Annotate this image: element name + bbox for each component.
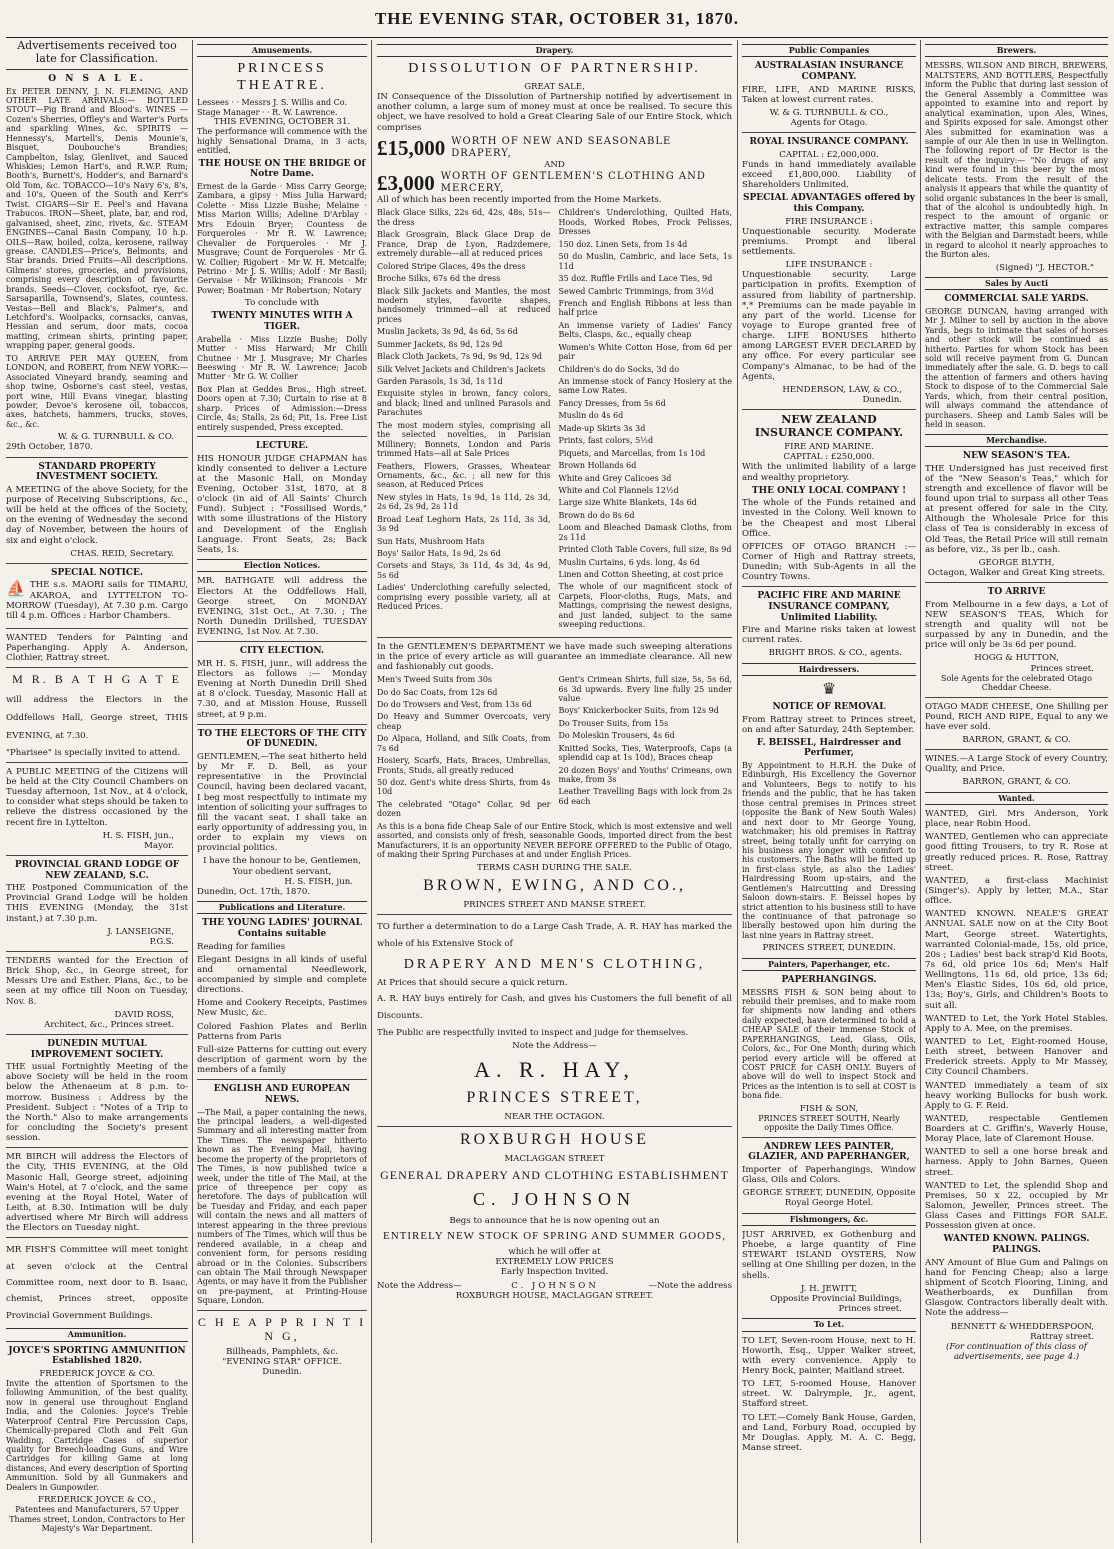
drapery-items-right <box>559 208 733 632</box>
nz-sub: FIRE AND MARINE. <box>784 442 874 453</box>
princess-lessees: Lessees · · Messrs J. S. Willis and Co. Stage Manager · · R. W. Lawrence. <box>197 98 347 117</box>
divider <box>377 1126 732 1127</box>
divider <box>377 637 732 638</box>
paperhangings-address: PRINCES STREET SOUTH, Nearly opposite the Daily Times Office. <box>758 1113 900 1133</box>
jewitt-body: JUST ARRIVED, ex Gothenburg and Phoebe, a large quantity of Fine STEWART ISLAND OYSTERS, Now selling at One Shilling per dozen, in the shells. <box>742 1230 916 1281</box>
section-brewers: Brewers. <box>925 44 1108 57</box>
drapery-item: Large size White Blankets, 14s 6d <box>558 498 697 508</box>
lecture-title: LECTURE. <box>255 441 309 451</box>
hay-name: A. R. HAY, <box>474 1057 635 1083</box>
public-meeting-role: Mayor. <box>144 840 174 851</box>
gents-item: Do Heavy and Summer Overcoats, very cheap <box>377 712 551 731</box>
journal-item: Home and Cookery Receipts, Pastimes New Music, &c. <box>197 998 367 1019</box>
drapery-item: Women's White Cotton Hose, from 6d per pair <box>558 342 732 362</box>
standard-title: STANDARD PROPERTY INVESTMENT SOCIETY. <box>35 461 159 483</box>
johnson-name: C. JOHNSON <box>472 1188 637 1209</box>
divider <box>6 457 188 458</box>
arrive-body: TO ARRIVE PER MAY QUEEN, from LONDON, and ROBERT, from NEW YORK:— Associated Vineyard brandy, seaming and shop twine, Osborne's cast steel, vestas, port wine, Hill Evans vinegar, blasting powder, Devoe's kerosene oil, tobaccos, axes, hatchets, hammers, trucks, stoves, &c., &c. <box>6 353 188 429</box>
general-drapery-title: GENERAL DRAPERY AND CLOTHING ESTABLISHMENT <box>380 1168 729 1183</box>
divider <box>377 914 732 915</box>
drapery-item: Garden Parasols, 1s 3d, 1s 11d <box>377 377 503 387</box>
princess-evening: THIS EVENING, OCTOBER 31. <box>213 117 351 128</box>
tiger-cast: Arabella · Miss Lizzie Bushe; Dolly Mutter · Miss Harward; Mr Chilli Chutnee · Mr J. Musgrave; Mr Charles Beeswing · Mr R. W. Lawrence; Jacob Mutter · Mr G. W. Collier <box>197 334 367 382</box>
divider <box>6 1147 188 1148</box>
drapery-item: Ladies' Underclothing carefully selected, comprising every possible variety, all at Reduced Prices. <box>377 583 551 612</box>
drapery-item: Silk Velvet Jackets and Children's Jackets <box>377 364 546 374</box>
drapery-item: Prints, fast colors, 5½d <box>558 436 654 446</box>
amount-3000-text: WORTH OF GENTLEMEN'S CLOTHING AND MERCERY, <box>440 171 706 194</box>
tea-address: Octagon, Walker and Great King streets. <box>927 567 1106 578</box>
to-let-3: TO LET.—Comely Bank House, Garden, and Land, Forbury Road, occupied by Mr Douglas. Apply, M. A. C. Begg, Manse street. <box>742 1412 916 1453</box>
tea-signature: GEORGE BLYTH, <box>978 557 1055 568</box>
drapery-item: The whole of our magnificent stock of Carpets, Floor-cloths, Rugs, Mats, and Mattings, comprising the newest designs, and just landed, subject to the same sweeping reductions. <box>558 582 732 630</box>
drapery-item: Feathers, Flowers, Grasses, Wheatear Ornaments, &c., &c. ; all new for this season, at Reduced Prices <box>377 461 551 490</box>
divider <box>742 132 916 133</box>
column-1 <box>6 40 188 1543</box>
divider <box>742 1137 916 1138</box>
dissolution-title: DISSOLUTION OF PARTNERSHIP. <box>408 61 701 77</box>
beissel-title: F. BEISSEL, Hairdresser and Perfumer, <box>756 737 902 759</box>
journal-title: THE YOUNG LADIES' JOURNAL Contains suitable <box>202 918 362 939</box>
bathgate-title: M R. B A T H G A T E <box>12 672 182 687</box>
gents-item: 50 doz. Gent's white dress Shirts, from 4s 10d <box>377 778 551 797</box>
gents-item: Do do Trowsers and Vest, from 13s 6d <box>377 699 532 709</box>
news-title: ENGLISH AND EUROPEAN NEWS. <box>213 1084 351 1105</box>
entirely-new-stock: ENTIRELY NEW STOCK OF SPRING AND SUMMER GOODS, <box>383 1229 726 1242</box>
to-arrive-note: Sole Agents for the celebrated Otago Cheddar Cheese. <box>941 673 1092 693</box>
palings-signature: BENNETT & WHEDDERSPOON, Rattray street. <box>950 1321 1094 1342</box>
jewitt-signature: J. H. JEWITT, <box>800 1283 858 1294</box>
lees-title: ANDREW LEES PAINTER, GLAZIER, AND PAPERHANGER, <box>748 1141 910 1163</box>
hay-near: NEAR THE OCTAGON. <box>504 1112 605 1123</box>
divider <box>6 951 188 952</box>
divider <box>6 1237 188 1238</box>
hay-note: Note the Address— <box>512 1041 597 1052</box>
to-arrive-address: Princes street. <box>1030 663 1094 674</box>
brown-ewing-title: BROWN, EWING, AND CO., <box>423 876 686 894</box>
drapery-item: Corsets and Stays, 3s 11d, 4s 3d, 4s 9d, 5s 6d <box>377 561 551 580</box>
pacific-body: Fire and Marine risks taken at lowest current rates. <box>742 625 916 646</box>
lodge-signature: J. LANSEIGNE, <box>107 926 174 937</box>
hay-buys: A. R. HAY buys entirely for Cash, and gives his Customers the full benefit of all Discounts. <box>377 993 732 1021</box>
nz-insurance-title: NEW ZEALAND INSURANCE COMPANY. <box>754 413 904 440</box>
life-insurance-title: LIFE INSURANCE : <box>785 260 873 271</box>
divider <box>742 586 916 587</box>
dunedin-society-body: THE usual Fortnightly Meeting of the above Society will be held in the room below the Athenaeum at 8 p.m. to-morrow. Business : Address by the President. Subject : "Notes of a Trip to the North." Also to make arrangements for concluding the Society's present session. <box>6 1062 188 1144</box>
drapery-item: Sewed Cambric Trimmings, from 3½d <box>558 286 714 296</box>
section-auction: Sales by Aucti <box>925 277 1108 290</box>
drapery-item: Black Silk Jackets and Mantles, the most modern styles, favorite shapes, handsomely trimmed—all at reduced prices <box>377 286 551 324</box>
johnson-note-right: —Note the address <box>648 1281 732 1292</box>
section-merchandise: Merchandise. <box>925 434 1108 447</box>
bathgate-pharisee: "Pharisee" is specially invited to attend. <box>6 747 181 758</box>
lees-address: GEORGE STREET, DUNEDIN, Opposite Royal George Hotel. <box>742 1188 916 1209</box>
hay-intro: TO further a determination to do a Large Cash Trade, A. R. HAY has marked the whole of his Extensive Stock of <box>377 921 732 949</box>
only-local: THE ONLY LOCAL COMPANY ! <box>751 485 907 496</box>
gents-item: Do do Sac Coats, from 12s 6d <box>377 687 498 697</box>
fish-election-body: MR H. S. FISH, junr., will address the Electors as follows :— Monday Evening at North Dunedin Drill Shed at 8 o'clock. Tuesday, Masonic Hall at 7.30, and at Mission House, Russell street, at 9 p.m. <box>197 658 367 720</box>
divider <box>6 762 188 763</box>
gents-intro: In the GENTLEMEN'S DEPARTMENT we have made such sweeping alterations in the price of every article as will guarantee an immediate clearance. All new and fashionably cut goods. <box>377 641 732 672</box>
gents-item: Knitted Socks, Ties, Waterproofs, Caps (a splendid cap at 1s 10d), Braces cheap <box>558 743 732 763</box>
fire-insurance-title: FIRE INSURANCE : <box>785 216 873 227</box>
arrive-date: 29th October, 1870. <box>6 442 93 453</box>
drapery-item: Broche Silks, 67s 6d the dress <box>377 274 501 284</box>
divider <box>197 1310 367 1311</box>
sale-intro: IN Consequence of the Dissolution of Partnership notified by advertisement in another column, a large sum of money must at once be realised. To secure this object, we have resolved to hold a Great Clearing Sale of our Entire Stock, which comprises <box>377 92 732 133</box>
johnson-begs: Begs to announce that he is now opening out an <box>449 1215 660 1226</box>
column-5 <box>925 40 1108 1543</box>
drapery-item: French and English Ribbons at less than half price <box>558 298 732 318</box>
drapery-item: Exquisite styles in brown, fancy colors, and black; lined and unlined Parasols and Parachutes <box>377 389 551 418</box>
princess-play: THE HOUSE ON THE BRIDGE Of Notre Dame. <box>198 158 366 180</box>
australasian-title: AUSTRALASIAN INSURANCE COMPANY. <box>754 61 904 83</box>
nz-capital: CAPITAL : £250,000. <box>783 452 875 463</box>
early-inspection: Early Inspection Invited. <box>500 1267 609 1278</box>
section-drapery: Drapery. <box>377 44 732 57</box>
drapery-item: Colored Stripe Glaces, 49s the dress <box>377 261 526 271</box>
drapery-item: Broad Leaf Leghorn Hats, 2s 11d, 3s 3d, 3s 9d <box>377 514 551 534</box>
johnson-footer <box>377 1281 732 1291</box>
drapery-item: Linen and Cotton Sheeting, at cost price <box>558 570 724 580</box>
joyce-body: Invite the attention of Sportsmen to the following Ammunition, of the best quality, now in general use throughout England India, and the Colonies. Joyce's Treble Waterproof Central Fire Percussion Caps, Chemically-prepared Cloth and Felt Gun Wadding, Cartridge Cases of superior quality for Breech-loading Guns, and Wire Cartridges for killing Game at long distances, And every description of Sporting Ammunition. Sold by all Gunmakers and Dealers in Gunpowder. <box>6 1378 188 1492</box>
section-to-let: To Let. <box>742 1318 916 1331</box>
onsale-body: Ex PETER DENNY, J. N. FLEMING, AND OTHER LATE ARRIVALS:— BOTTLED STOUT—Pig Brand and Blood's. WINES — Cozen's Sherries, Offley's and Warter's Ports and sparkling Wines, &c. SPIRITS — Hennessy's, Martell's, Denis Mounie's, Bisquet, Doubouche's Brandies; Campbelton, Islay, Glenlivet, and Sauced Whiskies; Lemon Hart's, and R.W.P. Rum; Booth's, Burnett's, Hodder's, and Barnard's Old Tom, &c. TOBACCO—10's Navy 6's, 8's, and 10's, Queen of the South and Kerr's Twist. CIGARS—Sir E. Peel's and Havana Trabucos. IRON—Sheet, plate, bar, and rod, galvanised, sheet, zinc, rivets, &c. STEAM ENGINES—Canal Basin Company, 10 h.p. OILS—Raw, boiled, colza, kerosene, railway grease. CANDLES—Price's, Belmonts, and Star brands. Dried Fruits—All descriptions. Gilmens' stores, groceries, and provisions, comprising every description of favourite brands. Seeds—Clover, cocksfoot, rye, &c. Sarsaparilla, Townsend's, Slates, countess. Vestas—Bell and Black's, Palmer's, and Letchford's. Woolpacks, cornsacks, canvas, Hessian and serum, door mats, cocoa matting, crimean shirts, printing paper, wrapping paper, general goods. <box>6 86 188 351</box>
bona-fide-note: As this is a bona fide Cheap Sale of our Entire Stock, which is most extensive and well assorted, and consists only of fresh, seasonable Goods, imported direct from the best Manufacturers, it is an opportunity NEVER BEFORE OFFERED to the Public of Otago, of making their Spring Purchases at and under English Prices. <box>377 821 732 860</box>
roxburgh-title: ROXBURGH HOUSE <box>459 1131 650 1149</box>
section-public-companies: Public Companies <box>742 44 916 57</box>
public-meeting-body: A PUBLIC MEETING of the Citizens will be held at the City Council Chambers on Tuesday afternoon, 1st Nov., at 4 o'clock, to consider what steps should be taken to relieve the distress occasioned by the recent fire in Lyttelton. <box>6 766 188 828</box>
divider <box>197 436 367 437</box>
extremely-low-prices: EXTREMELY LOW PRICES <box>495 1256 614 1267</box>
joyce-name: FREDERICK JOYCE & CO. <box>39 1368 155 1379</box>
wanted-ad: WANTED to Let, the splendid Shop and Premises, 50 x 22, occupied by Mr Salomon, Jeweller, Princes street. The Glass Cases and Fittings FOR SALE. Possession given at once. <box>925 1180 1108 1232</box>
drapery-item: 35 doz. Ruffle Frills and Lace Ties, 9d <box>558 274 713 284</box>
fire-insurance-body: Unquestionable security. Moderate premiums. Prompt and liberal settlements. <box>742 226 916 258</box>
section-painters: Painters, Paperhanger, etc. <box>742 958 916 971</box>
royal-capital: CAPITAL : £2,000,000. <box>779 149 879 160</box>
gents-items-right <box>559 675 733 822</box>
drapery-item: Muslin Curtains, 6 yds. long, 4s 6d <box>558 557 700 567</box>
masthead <box>0 0 1114 34</box>
conclude-label: To conclude with <box>245 298 319 309</box>
gents-item: Do Trouser Suits, from 15s <box>558 718 669 728</box>
fish-committee-body: MR FISH'S Committee will meet tonight at seven o'clock at the Central Committee room, next door to B. Isaac, chemist, Princes street, opposite Provincial Government Buildings. <box>6 1245 188 1321</box>
australasian-body: FIRE, LIFE, AND MARINE RISKS, Taken at lowest current rates. <box>742 84 916 105</box>
wanted-ad: WANTED to Let, the York Hotel Stables. Apply to A. Mee, on the premises. <box>925 1013 1108 1034</box>
roxburgh-address: ROXBURGH HOUSE, MACLAGGAN STREET. <box>455 1291 654 1302</box>
royal-body: Funds in hand immediately available exceed £1,800,000. Liability of Shareholders Unlimited. <box>742 159 916 191</box>
gents-item: Men's Tweed Suits from 30s <box>377 675 493 685</box>
paperhangings-signature: FISH & SON, <box>799 1103 859 1114</box>
johnson-note-left: Note the Address— <box>377 1281 462 1292</box>
divider <box>6 563 188 564</box>
box-plan: Box Plan at Geddes Bros., High street. Doors open at 7.30; Curtain to rise at 8 sharp. Prices of Admission:—Dress Circle, 4s; Stalls, 2s 6d; Pit, 1s. Free List entirely suspended, Press excepted. <box>197 384 367 432</box>
wanted-ad: WANTED, Gentlemen who can appreciate good fitting Trousers, to try R. Rose at greatly reduced prices. R. Rose, Rattray street. <box>925 832 1108 873</box>
news-body: —The Mail, a paper containing the news, the principal leaders, a well-digested Summary and all interesting matter from The Times. The newspaper hitherto known as The Evening Mail, having become the property of the proprietors of The Times, is now published twice a week, under the title of The Mail, at the price of threepence per copy as heretofore. The days of publication will be Tuesday and Friday, and each paper will contain the news and all matters of interest appearing in the three previous numbers of The Times, which will thus be rendered available, in a cheap and convenient form, for persons residing abroad or in the Colonies. Subscribers can obtain The Mail through Newspaper Agents, or may have it from the Publisher on pre-payment, at Printing-House Square, London. <box>197 1107 367 1306</box>
standard-signature: CHAS. REID, Secretary. <box>70 548 174 559</box>
royal-crest-icon: ♛ <box>821 679 837 699</box>
imported-note: All of which has been recently imported from the Home Markets. <box>377 195 662 206</box>
australasian-role: Agents for Otago. <box>790 118 868 129</box>
pacific-title: PACIFIC FIRE AND MARINE INSURANCE COMPANY, Unlimited Liability. <box>757 591 901 623</box>
tenders-body: TENDERS wanted for the Erection of Brick Shop, &c., in George street, for Messrs Ure and Esther. Plans, &c., to be seen at my office till Noon on Tuesday, Nov. 8. <box>6 956 188 1007</box>
wanted-ad: WANTED, a first-class Machinist (Singer's). Apply by letter, M.A., Star office. <box>925 875 1108 907</box>
journal-item: Colored Fashion Plates and Berlin Patterns from Paris <box>197 1021 367 1042</box>
princess-intro: The performance will commence with the highly Sensational Drama, in 3 acts, entitled, <box>197 127 367 156</box>
drapery-item: Sun Hats, Mushroom Hats <box>377 536 485 546</box>
wilson-birch-signature: (Signed) "J. HECTOR." <box>995 262 1094 273</box>
drapery-item: Piquets, and Marcellas, from 1s 10d <box>558 448 706 458</box>
drapery-item: White and Col Flannels 12½d <box>558 485 679 495</box>
cheese-signature: BARRON, GRANT, & CO. <box>962 734 1071 745</box>
divider <box>6 855 188 856</box>
gents-item: Gent's Crimean Shirts, full size, 5s, 5s 6d, 6s 3d upwards. Every line fully 25 under value <box>558 675 732 703</box>
amount-15000: £15,000 <box>377 135 446 160</box>
drapery-items-left <box>377 208 551 632</box>
drapery-item: An immense variety of Ladies' Fancy Belts, Clasps, &c., equally cheap <box>558 320 732 340</box>
drapery-item: Muslin do 4s 6d <box>558 411 624 421</box>
cheap-printing-sub: Billheads, Pamphlets, &c. <box>226 1347 338 1357</box>
gents-item: Leather Travelling Bags with lock from 2s 6d each <box>558 787 732 806</box>
special-notice-title: SPECIAL NOTICE. <box>50 567 144 578</box>
section-publications: Publications and Literature. <box>197 901 367 914</box>
masthead-title: THE EVENING STAR, OCTOBER 31, 1870. <box>374 9 740 28</box>
drapery-item: Fancy Dresses, from 5s 6d <box>558 398 666 408</box>
drapery-item: 50 do Muslin, Cambric, and lace Sets, 1s 11d <box>558 252 732 271</box>
sale-yards-title: COMMERCIAL SALE YARDS. <box>944 294 1089 305</box>
drapery-item: The most modern styles, comprising all the selected novelties, in Parisian Millinery; Bonnets, London and Paris trimmed Hats—all at Sale Prices <box>377 420 551 459</box>
tenders-signature: DAVID ROSS, <box>114 1009 174 1020</box>
lees-body: Importer of Paperhangings, Window Glass, Oils and Colors. <box>742 1165 916 1186</box>
gents-item: Do Alpaca, Holland, and Silk Coats, from 7s 6d <box>377 734 551 753</box>
lodge-body: THE Postponed Communication of the Provincial Grand Lodge will be holden THIS EVENING (Monday, the 31st instant,) at 7.30 p.m. <box>6 883 188 924</box>
amount-3000: £3,000 <box>377 170 435 195</box>
wanted-ad: WANTED KNOWN. NEALE'S GREAT ANNUAL SALE now on at the City Boot Mart, George street. Watertights, warranted Colonial-made, 15s, old price, 20s ; Ladies' best back strap'd Kid Boots, 7s 6d, old price 10s 6d; Men's Half Wellingtons, 11s 6d, old price, 13s 6d; Men's Elastic Sides, 10s 6d, old price, 13s; Boy's, Girls, and Children's Boots to suit all. <box>925 909 1108 1011</box>
royal-title: ROYAL INSURANCE COMPANY. <box>749 137 909 148</box>
to-arrive-body: From Melbourne in a few days, a Lot of NEW SEASON'S TEAS, Which for strength and quality will not be surpassed by any in Dunedin, and the price will only be 3s 6d per pound. <box>925 599 1108 651</box>
divider <box>925 749 1108 750</box>
cheap-printing-place: Dunedin. <box>262 1367 302 1378</box>
cheap-printing-office: "EVENING STAR" OFFICE. <box>222 1357 342 1368</box>
electors-close: I have the honour to be, Gentlemen, Your obedient servant, <box>203 856 361 877</box>
amount-row-1 <box>377 136 732 161</box>
column-rule <box>371 40 372 1543</box>
divider <box>6 667 188 668</box>
tiger-title: TWENTY MINUTES WITH A TIGER. <box>211 311 353 333</box>
section-hairdressers: Hairdressers. <box>742 663 916 676</box>
lodge-title: PROVINCIAL GRAND LODGE OF NEW ZEALAND, S.C. <box>14 859 180 881</box>
nz-body: With the unlimited liability of a large and wealthy proprietory. <box>742 462 916 483</box>
lecture-body: HIS HONOUR JUDGE CHAPMAN has kindly consented to deliver a Lecture at the Masonic Hall, on Monday Evening, October 31st, 1870, at 8 o'clock (in aid of All Saints' Church Fund). Subject : "Fossilised Words," with some illustrations of the History and Development of the English Language. Front Seats, 2s; Back Seats, 1s. <box>197 453 367 555</box>
drapery-item: Children's Underclothing, Quilted Hats, Hoods, Worked Robes, Frock Pelisses, Dresses <box>558 208 732 237</box>
wanted-ad: WANTED to sell a one horse break and harness. Apply to John Barnes, Queen street. <box>925 1147 1108 1178</box>
hay-invite: The Public are respectfully invited to inspect and judge for themselves. <box>377 1028 689 1039</box>
drapery-item: White and Grey Calicoes 3d <box>558 473 672 483</box>
beissel-body: By Appointment to H.R.H. the Duke of Edinburgh, His Excellency the Governor and Volunteers, Begs to notify to his friends and the public, that he has taken those central premises in Princes street (opposite the Bank of New South Wales) and next door to Mr George Young, watchmaker; his old premises in Rattray street, being totally unfit for carrying on his business any longer with comfort to his customers. The Baths will be fitted up in first-class style, as also the Ladies' Hairdressing Room up-stairs, and the Gentlemen's Haircutting and Dressing Saloon down-stairs. F. Beissel hopes by strict attention to his business still to have the continuance of that patronage so liberally bestowed upon him during the last nine years in Rattray street. <box>742 761 916 940</box>
section-election: Election Notices. <box>197 559 367 572</box>
drapery-item: Brown do do 8s 6d <box>558 510 635 520</box>
removal-sub: From Rattray street to Princes street, on and after Saturday, 24th September. <box>742 714 916 735</box>
palings-title: WANTED KNOWN. PALINGS. PALINGS. <box>943 1234 1090 1256</box>
drapery-item: An immense stock of Fancy Hosiery at the same Low Rates. <box>558 377 732 396</box>
joyce-title: JOYCE'S SPORTING AMMUNITION Established 1820. <box>8 1345 186 1367</box>
removal-title: NOTICE OF REMOVAL <box>772 701 886 712</box>
divider <box>742 409 916 410</box>
amount-15000-text: WORTH OF NEW AND SEASONABLE DRAPERY, <box>451 136 672 160</box>
masthead-rule <box>6 37 1108 38</box>
to-arrive-signature: HOGG & HUTTON, <box>974 653 1059 664</box>
divider <box>197 1079 367 1080</box>
terms-cash: TERMS CASH DURING THE SALE. <box>477 862 632 873</box>
maclaggan-street: MACLAGGAN STREET <box>504 1154 605 1165</box>
divider <box>197 724 367 725</box>
journal-item: Full-size Patterns for cutting out every description of garment worn by the members of a family <box>197 1044 367 1076</box>
bathgate-body: will address the Electors in the Oddfellows Hall, George street, THIS EVENING, at 7.30. <box>6 694 188 741</box>
hay-prices: At Prices that should secure a quick return. <box>377 977 568 988</box>
drapery-item: Boys' Sailor Hats, 1s 9d, 2s 6d <box>377 549 501 559</box>
drapery-item: Black Cloth Jackets, 7s 9d, 9s 9d, 12s 9d <box>377 352 543 362</box>
lodge-role: P.G.S. <box>149 936 174 947</box>
electors-signature: H. S. FISH, jun. <box>284 876 353 887</box>
cheap-printing-title: C H E A P P R I N T I N G, <box>197 1314 367 1343</box>
only-local-body: The whole of the Funds retained and invested in the Colony. Well known to be the Cheapest and most Liberal Office. <box>742 498 916 539</box>
paperhangings-body: MESSRS FISH & SON being about to rebuild their premises, and to make room for shipments now landing and others daily expected, have determined to hold a CHEAP SALE of their immense Stock of PAPERHANGINGS, Lead, Glass, Oils, Colors, &c., For One Month; during which period every article will be offered at COST PRICE for CASH ONLY. Buyers of above will do well to inspect Stock and Prices as the intention is to sell at COST is bona fide. <box>742 987 916 1101</box>
drapery-item: New styles in Hats, 1s 9d, 1s 11d, 2s 3d, 2s 6d, 2s 9d, 2s 11d <box>377 492 551 512</box>
hay-street: PRINCES STREET, <box>466 1089 643 1107</box>
wanted-ad: WANTED, Girl. Mrs Anderson, York place, near Robin Hood. <box>925 808 1108 830</box>
gents-item: Boys' Knickerbocker Suits, from 12s 9d <box>558 706 719 716</box>
drapery-item: 150 doz. Linen Sets, from 1s 4d <box>558 239 688 249</box>
divider <box>925 697 1108 698</box>
jewitt-address: Opposite Provincial Buildings, Princes street. <box>770 1293 902 1315</box>
journal-item: Elegant Designs in all kinds of useful and ornamental Needlework, accompanied by simple and complete directions. <box>197 954 367 996</box>
amount-row-2 <box>377 171 732 196</box>
gents-item: Hosiery, Scarfs, Hats, Braces, Umbrellas, Fronts, Studs, all greatly reduced <box>377 756 551 775</box>
ship-icon: ⛵ <box>6 579 26 599</box>
public-meeting-signature: H. S. FISH, jun., <box>102 830 174 841</box>
drapery-item: Summer Jackets, 8s 9d, 12s 9d <box>377 339 503 349</box>
tea-body: THE Undersigned has just received first of the "New Season's Teas," which for strength and excellence of flavor will be found upon trial to surpass all other Teas at present offered for sale in the City. Although the Wholesale Price for this class of Tea is considerably in excess of Old Teas, the Retail Price will still remain as before, viz., 3s per lb., cash. <box>925 463 1108 555</box>
special-notice-body: THE s.s. MAORI sails for TIMARU, AKAROA, and LYTTELTON TO-MORROW (Tuesday), At 7.30 p.m. Cargo till 4 p.m. Offices : Harbor Chambers. <box>6 580 188 621</box>
column-rule <box>737 40 738 1543</box>
divider <box>197 641 367 642</box>
divider <box>6 1034 188 1035</box>
sale-yards-body: GEORGE DUNCAN, having arranged with Mr J. Milner to sell by auction in the above Yards, begs to intimate that sales of horses and other stock will be continued as hitherto. Parties for whom Stock has been sold will receive payment from G. Duncan immediately after the sale. G. D. begs to call the attention of farmers and others having Stock to dispose of to the Commercial Sale Yards, which, from their central position, will always command the attendance of purchasers. Sheep and Lamb Sales will be held in season. <box>925 306 1108 430</box>
column-3 <box>377 40 732 1543</box>
drapery-items <box>377 208 732 632</box>
tea-title: NEW SEASON'S TEA. <box>962 450 1071 461</box>
electors-date: Dunedin, Oct. 17th, 1870. <box>197 886 311 897</box>
pacific-signature: BRIGHT BROS. & CO., agents. <box>768 648 902 659</box>
paperhangings-title: PAPERHANGINGS. <box>781 974 877 985</box>
johnson-name-small: C. JOHNSON <box>511 1281 599 1292</box>
gents-item: The celebrated "Otago" Collar, 9d per dozen <box>377 799 551 819</box>
drapery-item: Children's do do Socks, 3d do <box>558 364 680 374</box>
wanted-ad: WANTED, respectable Gentlemen Boarders at C. Griffin's, Waverly House, Moray Place, late of Claremont House. <box>925 1113 1108 1145</box>
life-place: Dunedin. <box>862 395 902 405</box>
drapery-item: Black Glace Silks, 22s 6d, 42s, 48s, 51s—the dress <box>377 208 551 227</box>
wanted-ad: WANTED to Let, Eight-roomed House, Leith street, between Hanover and Frederick streets. Apply to Mr Massey, City Council Chambers. <box>925 1036 1108 1078</box>
gents-items <box>377 675 732 822</box>
column-2 <box>197 40 367 1543</box>
special-advantages: SPECIAL ADVANTAGES offered by this Company. <box>743 193 915 214</box>
to-let-1: TO LET, Seven-room House, next to H. Howorth, Esq., Upper Walker street, with every convenience. Apply to Henry Bock, painter, Maitland street. <box>742 1335 916 1377</box>
column-rule <box>920 40 921 1543</box>
princess-theatre-title: PRINCESS THEATRE. <box>237 61 327 93</box>
and-label: AND <box>544 160 565 171</box>
section-amusements: Amusements. <box>197 44 367 57</box>
electors-body: GENTLEMEN,—The seat hitherto held by Mr F. D. Bell, as your representative in the Provincial Council, having been declared vacant, I beg most respectfully to intimate my intention of soliciting your suffrages to fill the vacant seat. I shall take an early opportunity of addressing you, in order to explain my views on provincial politics. <box>197 751 367 854</box>
tenders-role: Architect, &c., Princes street. <box>44 1019 174 1030</box>
drapery-item: Loom and Bleached Damask Cloths, from 2s 11d <box>558 523 732 542</box>
brown-ewing-address: PRINCES STREET AND MANSE STREET. <box>463 899 646 910</box>
drapery-item: Black Grosgrain, Black Glace Drap de France, Drap de Lyon, Radzdemere, extremely durable—all at reduced prices <box>377 230 551 259</box>
wanted-tenders: WANTED Tenders for Painting and Paperhanging. Apply A. Anderson, Clothier, Rattray street. <box>6 632 188 664</box>
life-insurance-body: Unquestionable security. Large participation in profits. Exemption of assured from liability of partnership. *,* Premiums can be made payable in any part of the world. License for voyage to Europe granted free of charge. LIFE BONUSES hitherto among LARGEST EVER DECLARED by any office. For every particular see Company's Almanac, to be had of the Agents, <box>742 270 916 382</box>
section-ammunition: Ammunition. <box>6 1328 188 1341</box>
divider <box>6 628 188 629</box>
wanted-list <box>925 809 1108 1231</box>
section-wanted: Wanted. <box>925 792 1108 805</box>
dunedin-society-title: DUNEDIN MUTUAL IMPROVEMENT SOCIETY. <box>30 1038 164 1060</box>
hay-stock: DRAPERY AND MEN'S CLOTHING, <box>403 957 706 973</box>
wines-signature: BARRON, GRANT, & CO. <box>962 777 1071 788</box>
drapery-item: Muslin Jackets, 3s 9d, 4s 6d, 5s 6d <box>377 327 518 337</box>
palings-body: ANY Amount of Blue Gum and Palings on hand for Fencing Cheap; also a large shipment of Scotch Flooring, Lining, and Weatherboards, ex Dunfillan from Glasgow. Contractors liberally dealt with. Note the address— <box>925 1257 1108 1319</box>
late-ads-heading: Advertisements received too late for Classification. <box>6 40 188 70</box>
great-sale: GREAT SALE, <box>524 81 585 92</box>
joyce-footer: Patentees and Manufacturers, 57 Upper Thames street, London, Contractors to Her Majesty's War Department. <box>9 1505 185 1534</box>
wines-body: WINES.—A Large Stock of every Country, Quality, and Price. <box>925 754 1108 775</box>
gents-items-left <box>377 675 551 822</box>
column-4 <box>742 40 916 1543</box>
electors-title: TO THE ELECTORS OF THE CITY OF DUNEDIN. <box>197 728 367 750</box>
wanted-ad: WANTED immediately a team of six heavy working Bullocks for bush work. Apply to G. F. Reid. <box>925 1080 1108 1111</box>
wilson-birch-body: MESSRS. WILSON AND BIRCH, BREWERS, MALTSTERS, AND BOTTLERS, Respectfully inform the Public that during last session of the General Assembly a Committee was appointed to examine into and report by analytical examination, upon Ales, Wines, and Spirits exposed for sale. Amongst other Ales submitted for examination was a sample of our Ale then in use in Wellington. The following report of Dr Hector is the result of the inquiry:— "No drugs of any kind were found in this beer by the most delicate tests. From the result of the analysis it appears that while the quantity of solid organic substances in the beer is small, that of the alcohol is undoubtedly high. In respect to the amount of organic or extractive matter, this sample compares with the Belgian and Darmstadt beers, while in regard to alcohol it nearly approaches to the Burton ales. <box>925 61 1108 260</box>
gents-item: Do Moleskin Trousers, 4s 6d <box>558 731 675 741</box>
drapery-item: Brown Hollands 6d <box>558 461 637 471</box>
gents-item: 20 dozen Boys' and Youths' Crimeans, own make, from 3s <box>558 765 732 785</box>
onsale-title: O N S A L E. <box>48 73 146 84</box>
to-let-2: TO LET, 5-roomed House, Hanover street. W. Dalrymple, Jr., agent, Stafford street. <box>742 1379 916 1410</box>
life-signature: HENDERSON, LAW, & CO., <box>782 384 902 395</box>
journal-item: Reading for families <box>197 941 286 952</box>
city-election-title: CITY ELECTION. <box>239 646 325 657</box>
beissel-address: PRINCES STREET, DUNEDIN. <box>762 943 896 954</box>
bathgate-election: MR. BATHGATE will address the Electors At the Oddfellows Hall, George street, On MONDAY EVENING, 31st Oct., At 7.30. ; The North Dunedin Drillshed, TUESDAY EVENING, 1st Nov. At 7.30. <box>197 576 367 638</box>
princess-cast: Ernest de la Garde · Miss Carry George; Zambara, a gipsy · Miss Julia Harward; Colette · Miss Lizzie Bushe; Melaine · Miss Marion Willis; Adeline D'Arblay · Mrs Edouin Bryer; Countess de Forqueroles · Mr R. W. Lawrence; Chevalier de Forqueroles · Mr J. Musgrave; Count de Forqueroles · Mr G. W. Collier; Rigobert · Mr W. H. Metcalfe; Petrino · Mr J. S. Willis; Adolf · Mr Basil; Gervaise · Mr Wilkinson; Francois · Mr Power; Boatman · Mr Robertson; Notary <box>197 182 367 295</box>
section-fishmongers: Fishmongers, &c. <box>742 1213 916 1226</box>
divider <box>925 582 1108 583</box>
australasian-signature: W. & G. TURNBULL & CO., <box>769 107 889 118</box>
arrive-signature: W. & G. TURNBULL & CO. <box>57 432 174 443</box>
birch-body: MR BIRCH will address the Electors of the City, THIS EVENING, at the Old Masonic Hall, George street, adjoining Wain's Hotel, at 7 o'clock, and the same evening at the Royal Hotel, Water of Leith, at 8.30. Intimation will be duly advertised where Mr Birch will address the Electors on Tuesday night. <box>6 1152 188 1234</box>
otago-offices: OFFICES OF OTAGO BRANCH :—Corner of High and Rattray streets, Dunedin; with Sub-Agents in all the Country Towns. <box>742 541 916 583</box>
drapery-item: Made-up Skirts 3s 3d <box>558 423 646 433</box>
joyce-signature: FREDERICK JOYCE & CO., <box>37 1495 157 1506</box>
continuation-note: (For continuation of this class of advertisements, see page 4.) <box>946 1341 1087 1362</box>
to-arrive-title: TO ARRIVE <box>987 587 1046 598</box>
drapery-item: Printed Cloth Table Covers, full size, 8s 9d <box>558 545 732 555</box>
column-rule <box>192 40 193 1543</box>
standard-body: A MEETING of the above Society, for the purpose of Receiving Subscriptions, &c., will be held at the offices of the Society, on the evening of Wednesday the second day of November, between the hours of six and eight o'clock. <box>6 484 188 546</box>
which-offer: which he will offer at <box>508 1246 601 1257</box>
cheese-body: OTAGO MADE CHEESE, One Shilling per Pound, RICH AND RIPE, Equal to any we have ever sold. <box>925 701 1108 732</box>
